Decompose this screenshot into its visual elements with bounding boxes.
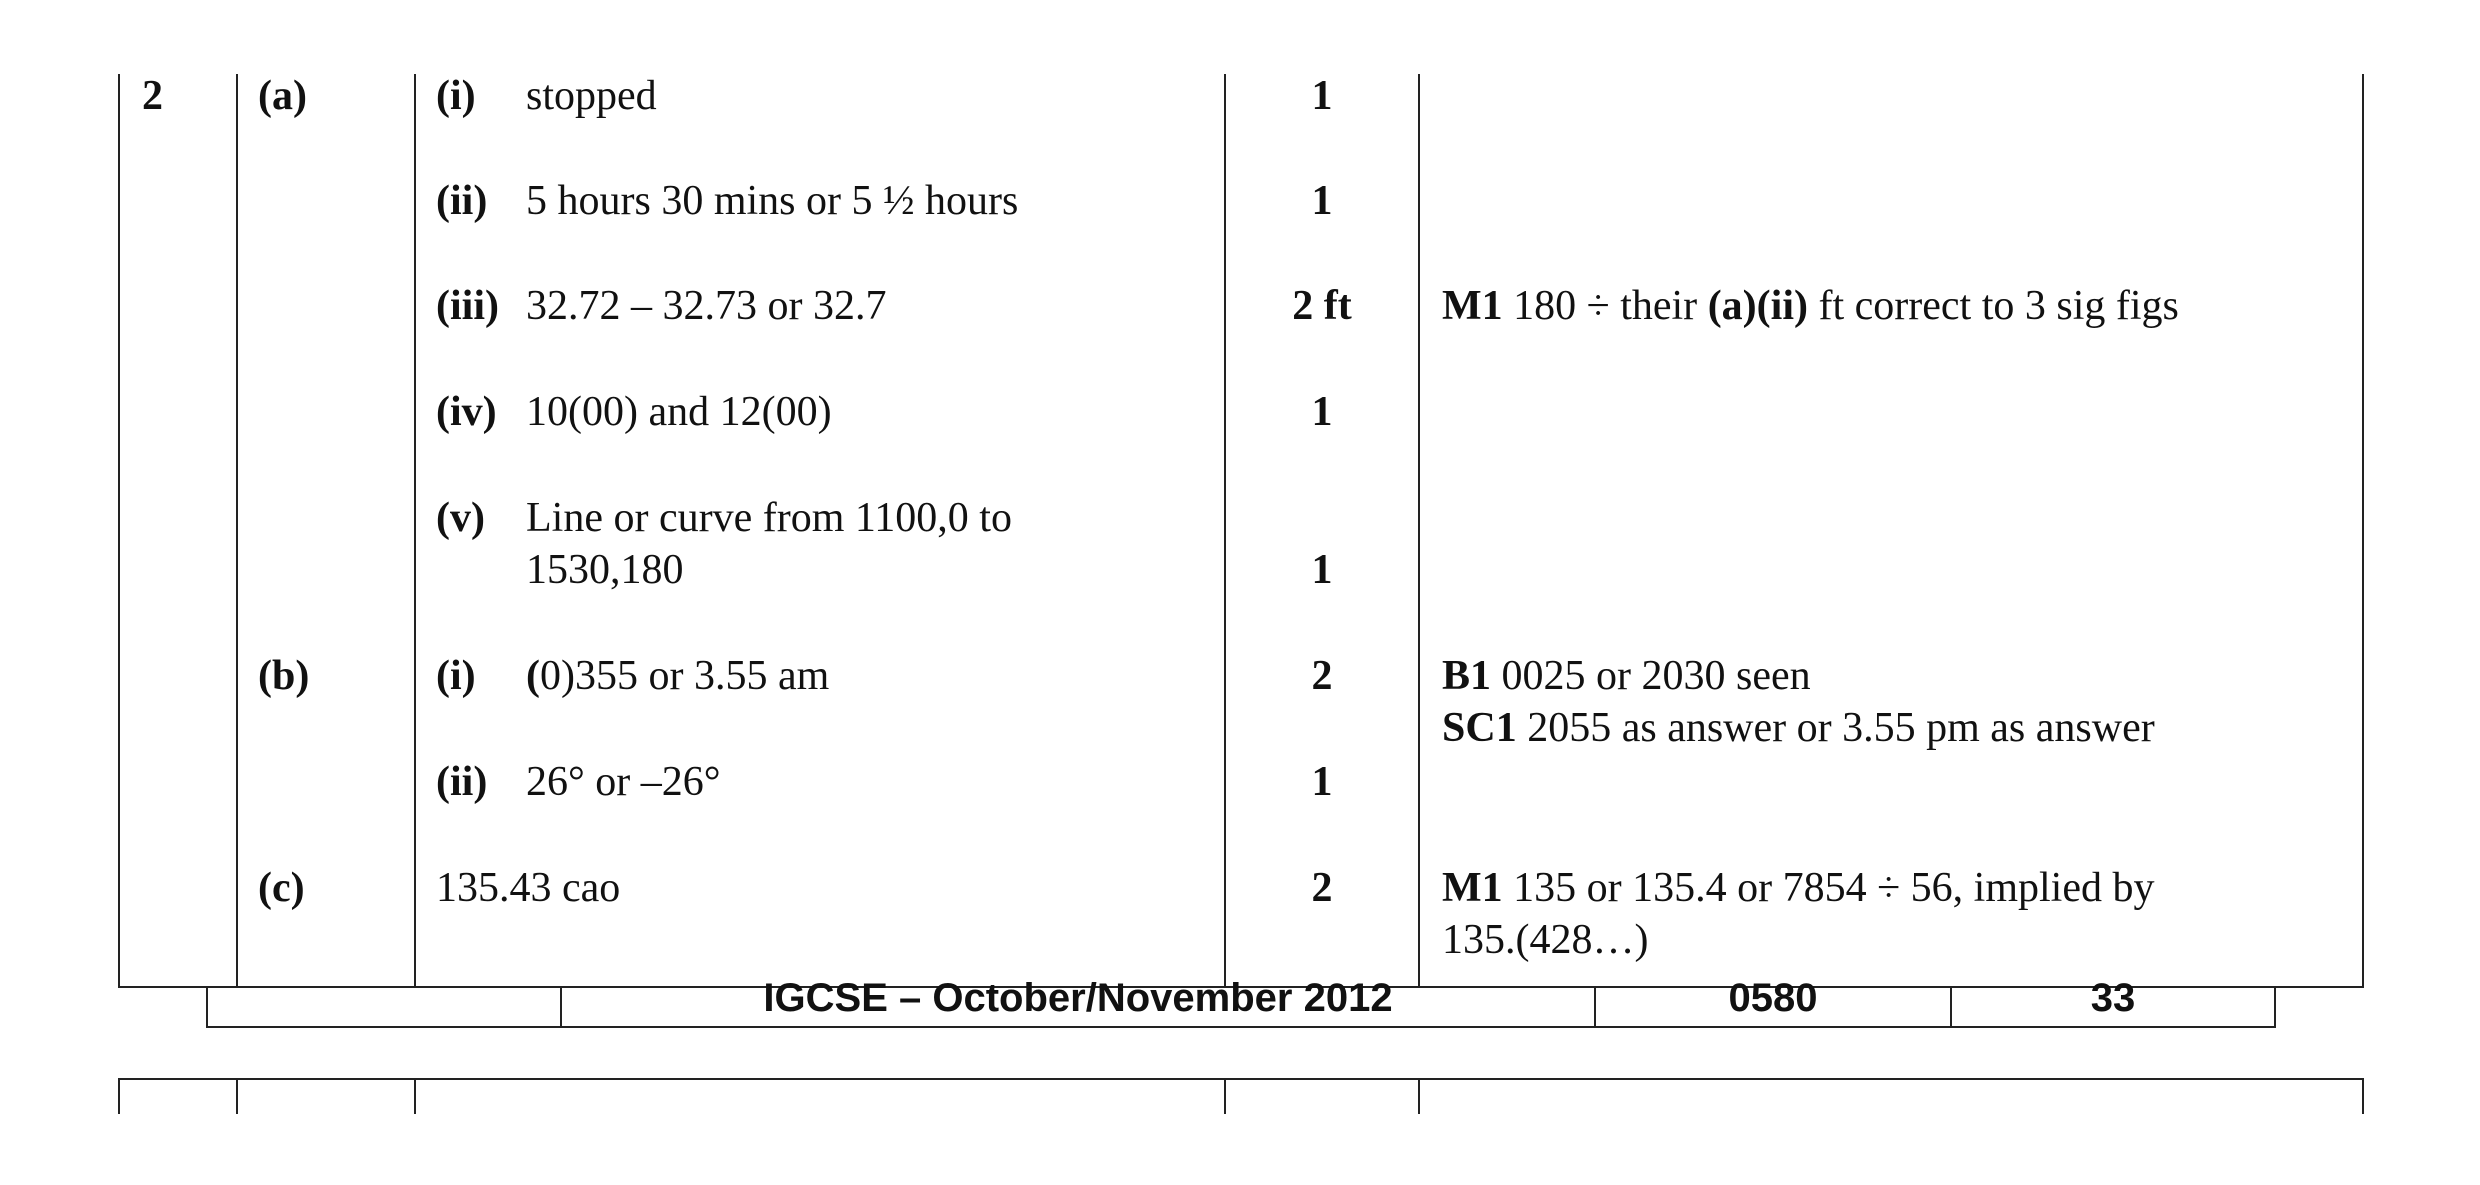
- guidance-text: [1442, 702, 2155, 754]
- footer-syllabus: 0580: [1728, 976, 1818, 1020]
- answer-text: 32.72 – 32.73 or 32.7: [526, 283, 887, 329]
- subpart-label: (iv): [436, 389, 497, 435]
- guidance-text: [1442, 280, 2179, 332]
- subpart-label: (i): [436, 73, 476, 119]
- guidance-code: B1: [1442, 653, 1492, 699]
- part-label-c: (c): [258, 865, 305, 911]
- answer-text: 5 hours 30 mins or 5 ½ hours: [526, 178, 1019, 224]
- answer-bold-paren: (: [526, 653, 540, 699]
- marks-value: 2: [1311, 653, 1333, 699]
- marks-value: 2: [1311, 865, 1333, 911]
- answer-text: [526, 650, 829, 702]
- table-divider-answer: [414, 74, 416, 988]
- footer-border-right: [2274, 986, 2276, 1026]
- table-divider-part: [236, 74, 238, 988]
- guidance-pre: 180 ÷ their: [1513, 283, 1698, 329]
- guidance-code: M1: [1442, 283, 1503, 329]
- marks-value: 1: [1311, 178, 1333, 224]
- part-label-b: (b): [258, 653, 310, 699]
- marks-value: 1: [1311, 73, 1333, 119]
- next-table-border-right: [2362, 1078, 2364, 1114]
- marks-value: 1: [1311, 389, 1333, 435]
- footer-border-left: [206, 986, 208, 1026]
- marks-value: 2 ft: [1292, 283, 1352, 329]
- marks-value: 1: [1311, 759, 1333, 805]
- guidance-post: ft correct to 3 sig figs: [1818, 283, 2179, 329]
- guidance-bold-ref: (a)(ii): [1707, 283, 1808, 329]
- guidance-body: 135 or 135.4 or 7854 ÷ 56, implied by: [1513, 865, 2155, 911]
- next-table-divider-guidance: [1418, 1078, 1420, 1114]
- answer-rest: 0)355 or 3.55 am: [540, 653, 830, 699]
- answer-text: 26° or –26°: [526, 759, 721, 805]
- answer-text: 135.43 cao: [436, 865, 621, 911]
- footer-paper: 33: [2090, 976, 2136, 1020]
- guidance-code: M1: [1442, 865, 1503, 911]
- footer-border-bottom: [206, 1026, 2276, 1028]
- next-table-divider-marks: [1224, 1078, 1226, 1114]
- question-number: 2: [142, 73, 163, 119]
- table-border-right: [2362, 74, 2364, 988]
- footer-exam-title: IGCSE – October/November 2012: [763, 976, 1393, 1020]
- answer-text-line2: 1530,180: [526, 547, 684, 593]
- answer-text-line1: Line or curve from 1100,0 to: [526, 495, 1012, 541]
- subpart-label: (i): [436, 653, 476, 699]
- guidance-body: 2055 as answer or 3.55 pm as answer: [1527, 705, 2155, 751]
- next-table-border-left: [118, 1078, 120, 1114]
- guidance-text-line2: 135.(428…): [1442, 917, 1649, 963]
- table-divider-guidance: [1418, 74, 1420, 988]
- next-table-border-top: [118, 1078, 2364, 1080]
- answer-text: 10(00) and 12(00): [526, 389, 832, 435]
- subpart-label: (ii): [436, 178, 488, 224]
- answer-text: stopped: [526, 73, 657, 119]
- subpart-label: (iii): [436, 283, 499, 329]
- table-border-left: [118, 74, 120, 988]
- guidance-text: [1442, 650, 1811, 702]
- guidance-text: [1442, 862, 2155, 914]
- guidance-body: 0025 or 2030 seen: [1501, 653, 1811, 699]
- part-label-a: (a): [258, 73, 307, 119]
- guidance-code: SC1: [1442, 705, 1517, 751]
- subpart-label: (v): [436, 495, 485, 541]
- marks-value: 1: [1311, 547, 1333, 593]
- next-table-divider-answer: [414, 1078, 416, 1114]
- next-table-divider-part: [236, 1078, 238, 1114]
- subpart-label: (ii): [436, 759, 488, 805]
